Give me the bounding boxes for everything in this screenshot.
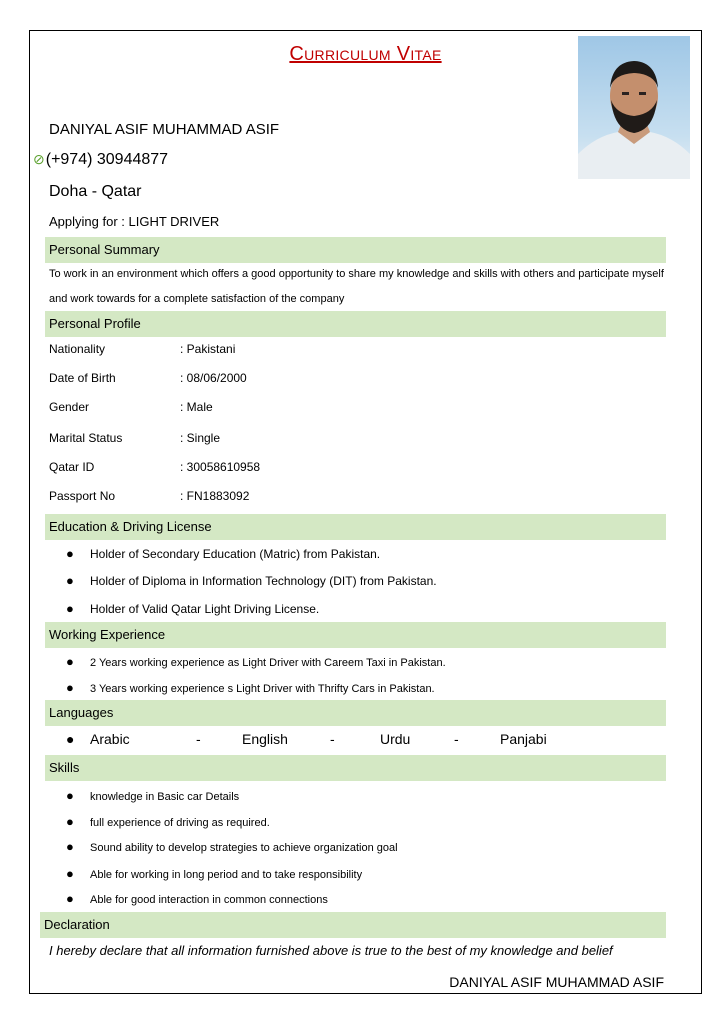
phone-number: (+974) 30944877	[45, 151, 169, 168]
section-personal-profile: Personal Profile	[45, 311, 666, 337]
bullet-icon: ●	[66, 891, 74, 906]
signature-name: DANIYAL ASIF MUHAMMAD ASIF	[449, 974, 664, 990]
applying-for: Applying for : LIGHT DRIVER	[49, 214, 220, 229]
language-item: Arabic	[90, 731, 130, 747]
profile-value: : 30058610958	[180, 460, 261, 474]
list-item: ● Able for working in long period and to take responsibility	[66, 866, 363, 881]
bullet-icon: ●	[66, 680, 74, 695]
bullet-icon: ●	[66, 573, 74, 588]
profile-label: Passport No	[49, 489, 116, 503]
profile-label: Date of Birth	[49, 371, 116, 385]
profile-value: : FN1883092	[180, 489, 250, 503]
phone-icon: ⊘	[33, 151, 45, 167]
profile-label: Marital Status	[49, 431, 123, 445]
list-item: ● Holder of Secondary Education (Matric) from Pakistan.	[66, 546, 381, 561]
language-separator: -	[330, 731, 335, 747]
profile-value: : Pakistani	[180, 342, 236, 356]
list-item: ● Holder of Valid Qatar Light Driving License.	[66, 601, 320, 616]
list-item: ● full experience of driving as required.	[66, 814, 270, 829]
candidate-name: DANIYAL ASIF MUHAMMAD ASIF	[49, 121, 280, 138]
profile-row	[49, 489, 249, 503]
profile-value: : Male	[180, 400, 213, 414]
language-item: Panjabi	[500, 731, 547, 747]
section-declaration: Declaration	[40, 912, 666, 938]
list-item: ● knowledge in Basic car Details	[66, 788, 240, 803]
profile-row	[49, 431, 220, 445]
language-separator: -	[454, 731, 459, 747]
profile-label: Nationality	[49, 342, 106, 356]
profile-row	[49, 342, 235, 356]
language-item: Urdu	[380, 731, 411, 747]
phone-line	[33, 151, 168, 169]
section-working-experience: Working Experience	[45, 622, 666, 648]
bullet-icon: ●	[66, 654, 74, 669]
cv-page	[29, 30, 702, 994]
language-separator: -	[196, 731, 201, 747]
bullet-icon: ●	[66, 866, 74, 881]
section-personal-summary: Personal Summary	[45, 237, 666, 263]
profile-row	[49, 371, 247, 385]
list-item: ● 2 Years working experience as Light Driver with Careem Taxi in Pakistan.	[66, 654, 446, 669]
bullet-icon: ●	[66, 601, 74, 616]
bullet-icon: ●	[66, 839, 74, 854]
bullet-icon: ●	[66, 788, 74, 803]
profile-label: Qatar ID	[49, 460, 95, 474]
page-title: Curriculum Vitae	[289, 43, 442, 65]
bullet-icon: ●	[66, 814, 74, 829]
bullet-icon: ●	[66, 731, 75, 747]
language-item: English	[242, 731, 288, 747]
section-languages: Languages	[45, 700, 666, 726]
bullet-icon: ●	[66, 546, 74, 561]
list-item: ● 3 Years working experience s Light Driver with Thrifty Cars in Pakistan.	[66, 680, 435, 695]
section-skills: Skills	[45, 755, 666, 781]
profile-label: Gender	[49, 400, 90, 414]
declaration-text: I hereby declare that all information furnished above is true to the best of my knowledge and belief	[49, 943, 613, 958]
section-education: Education & Driving License	[45, 514, 666, 540]
profile-value: : Single	[180, 431, 221, 445]
list-item: ● Sound ability to develop strategies to achieve organization goal	[66, 839, 398, 854]
list-item: ● Holder of Diploma in Information Technology (DIT) from Pakistan.	[66, 573, 437, 588]
city: Doha - Qatar	[49, 183, 142, 200]
profile-photo	[578, 36, 690, 179]
profile-row	[49, 400, 213, 414]
profile-row	[49, 460, 260, 474]
summary-text: To work in an environment which offers a good opportunity to share my knowledge and skills with others and participate myself and work towards for a complete satisfaction of the company	[49, 268, 664, 305]
profile-value: : 08/06/2000	[180, 371, 247, 385]
list-item: ● Able for good interaction in common connections	[66, 891, 328, 906]
